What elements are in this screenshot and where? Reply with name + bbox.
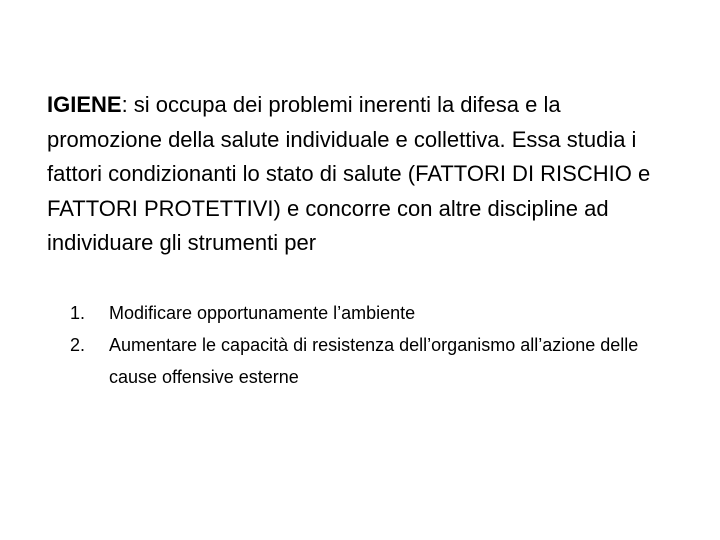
- list-item-text: Modificare opportunamente l’ambiente: [109, 303, 416, 323]
- definition-text: : si occupa dei problemi inerenti la difesa e la promozione della salute individuale e collettiva. Essa studia i fattori condizionanti lo stato di salute (FATTORI DI RISCHIO e FATTORI PROTETTIVI) e concorre con altre discipline ad individuare gli strumenti per: [47, 92, 651, 255]
- definition-paragraph: [47, 88, 677, 261]
- list-item-number: 1.: [70, 303, 86, 323]
- list-item-number: 2.: [70, 335, 86, 355]
- list-item: [70, 329, 670, 393]
- definition-term: IGIENE: [47, 92, 122, 117]
- list-item-text: Aumentare le capacità di resistenza dell’organismo all’azione delle cause offensive esterne: [109, 335, 639, 387]
- list-item: [70, 297, 670, 329]
- numbered-list: [70, 297, 670, 393]
